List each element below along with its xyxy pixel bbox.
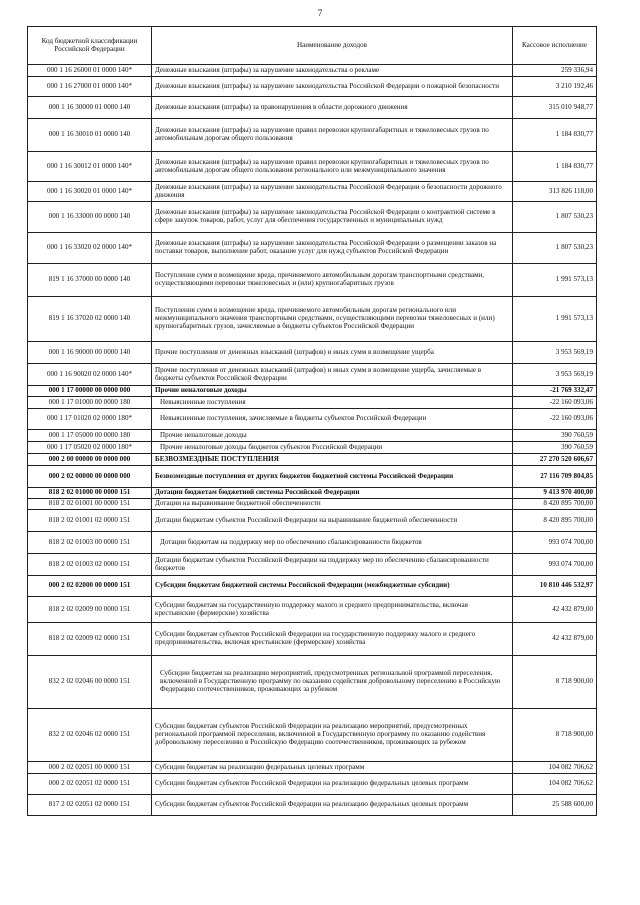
table-row [28, 762, 597, 774]
row-amount: 3 953 569,19 [513, 342, 597, 364]
row-name: Безвозмездные поступления от других бюджетов бюджетной системы Российской Федерации [152, 466, 513, 488]
row-code: 000 1 17 05000 00 0000 180 [28, 430, 152, 442]
row-amount: 42 432 879,00 [513, 623, 597, 656]
row-name: БЕЗВОЗМЕЗДНЫЕ ПОСТУПЛЕНИЯ [152, 454, 513, 466]
row-code: 000 1 17 05020 02 0000 180* [28, 442, 152, 454]
row-amount: 1 991 573,13 [513, 297, 597, 342]
table-row [28, 442, 597, 454]
row-name: Денежные взыскания (штрафы) за нарушение законодательства Российской Федерации о контрактной системе в сфере закупок товаров, работ, услуг для обеспечения государственных и муниципальных нужд [152, 202, 513, 233]
row-code: 817 2 02 02051 02 0000 151 [28, 795, 152, 816]
row-code: 832 2 02 02046 00 0000 151 [28, 656, 152, 709]
row-code: 818 2 02 02009 02 0000 151 [28, 623, 152, 656]
table-row [28, 488, 597, 499]
table-row [28, 409, 597, 430]
row-name: Прочие поступления от денежных взысканий (штрафов) и иных сумм в возмещение ущерба [152, 342, 513, 364]
row-amount: 390 760,59 [513, 442, 597, 454]
row-code: 832 2 02 02046 02 0000 151 [28, 709, 152, 762]
row-code: 000 2 02 02051 02 0000 151 [28, 774, 152, 795]
row-amount: 1 807 530,23 [513, 202, 597, 233]
table-row [28, 430, 597, 442]
table-row [28, 709, 597, 762]
row-amount: 25 588 600,00 [513, 795, 597, 816]
row-amount: 993 074 700,00 [513, 554, 597, 576]
row-amount: 315 010 948,77 [513, 97, 597, 119]
row-amount: -21 769 332,47 [513, 386, 597, 397]
row-name: Невыясненные поступления, зачисляемые в бюджеты субъектов Российской Федерации [152, 409, 513, 430]
row-code: 819 1 16 37020 02 0000 140 [28, 297, 152, 342]
revenue-table [27, 26, 597, 816]
row-name: Прочие неналоговые доходы [152, 430, 513, 442]
row-amount: 8 718 900,00 [513, 656, 597, 709]
row-amount: 27 270 520 606,67 [513, 454, 597, 466]
row-name: Денежные взыскания (штрафы) за нарушение правил перевозки крупногабаритных и тяжеловесных грузов по автомобильным дорогам общего пользования [152, 119, 513, 152]
row-name: Субсидии бюджетам на реализацию мероприятий, предусмотренных региональной программой переселения, включенной в Государственную программу по оказанию содействия добровольному переселению в Российскую Федерацию соотечественников, проживающих за рубежом [152, 656, 513, 709]
table-row [28, 554, 597, 576]
row-code: 818 2 02 01003 00 0000 151 [28, 532, 152, 554]
table-row [28, 297, 597, 342]
header-name: Наименование доходов [152, 27, 513, 65]
row-amount: 42 432 879,00 [513, 597, 597, 623]
row-code: 000 1 16 33000 00 0000 140 [28, 202, 152, 233]
row-amount: 3 210 192,46 [513, 77, 597, 97]
table-row [28, 182, 597, 202]
row-name: Дотации на выравнивание бюджетной обеспеченности [152, 499, 513, 510]
row-code: 000 1 16 33020 02 0000 140* [28, 233, 152, 264]
row-name: Субсидии бюджетам на реализацию федеральных целевых программ [152, 762, 513, 774]
row-code: 818 2 02 02009 00 0000 151 [28, 597, 152, 623]
table-row [28, 77, 597, 97]
row-name: Дотации бюджетам субъектов Российской Федерации на поддержку мер по обеспечению сбалансированности бюджетов [152, 554, 513, 576]
row-code: 818 2 02 01003 02 0000 151 [28, 554, 152, 576]
row-name: Прочие неналоговые доходы бюджетов субъектов Российской Федерации [152, 442, 513, 454]
row-code: 818 2 02 01001 00 0000 151 [28, 499, 152, 510]
row-name: Субсидии бюджетам бюджетной системы Российской Федерации (межбюджетные субсидии) [152, 576, 513, 597]
row-code: 000 1 16 30000 01 0000 140 [28, 97, 152, 119]
row-name: Дотации бюджетам на поддержку мер по обеспечению сбалансированности бюджетов [152, 532, 513, 554]
row-amount: -22 160 093,06 [513, 409, 597, 430]
row-amount: 1 991 573,13 [513, 264, 597, 297]
row-name: Денежные взыскания (штрафы) за правонарушения в области дорожного движения [152, 97, 513, 119]
row-amount: 8 420 895 700,00 [513, 499, 597, 510]
row-name: Субсидии бюджетам субъектов Российской Федерации на реализацию федеральных целевых программ [152, 774, 513, 795]
row-amount: -22 160 093,06 [513, 397, 597, 409]
row-amount: 104 082 706,62 [513, 762, 597, 774]
row-name: Субсидии бюджетам субъектов Российской Федерации на государственную поддержку малого и среднего предпринимательства, включая крестьянские (фермерские) хозяйства [152, 623, 513, 656]
row-code: 000 1 16 90000 00 0000 140 [28, 342, 152, 364]
row-name: Денежные взыскания (штрафы) за нарушение законодательства Российской Федерации о размещении заказов на поставки товаров, выполнение работ, оказание услуг для нужд субъектов Российской Федерации [152, 233, 513, 264]
row-name: Денежные взыскания (штрафы) за нарушение законодательства Российской Федерации о пожарной безопасности [152, 77, 513, 97]
row-name: Субсидии бюджетам субъектов Российской Федерации на реализацию мероприятий, предусмотренных региональной программой переселения, включенной в Государственную программу по оказанию содействия добровольному переселению в Российскую Федерацию соотечественников, проживающих за рубежом [152, 709, 513, 762]
row-name: Дотации бюджетам субъектов Российской Федерации на выравнивание бюджетной обеспеченности [152, 510, 513, 532]
row-amount: 1 184 830,77 [513, 152, 597, 182]
row-code: 000 1 16 30012 01 0000 140* [28, 152, 152, 182]
row-amount: 9 413 970 400,00 [513, 488, 597, 499]
row-amount: 259 336,94 [513, 65, 597, 77]
row-amount: 10 810 446 532,97 [513, 576, 597, 597]
row-name: Субсидии бюджетам на государственную поддержку малого и среднего предпринимательства, включая крестьянские (фермерские) хозяйства [152, 597, 513, 623]
row-code: 000 2 02 00000 00 0000 000 [28, 466, 152, 488]
row-amount: 27 116 709 804,85 [513, 466, 597, 488]
row-code: 000 2 00 00000 00 0000 000 [28, 454, 152, 466]
header-amount: Кассовое исполнение [513, 27, 597, 65]
table-row [28, 264, 597, 297]
row-name: Денежные взыскания (штрафы) за нарушение законодательства о рекламе [152, 65, 513, 77]
table-row [28, 152, 597, 182]
row-name: Поступления сумм в возмещение вреда, причиняемого автомобильным дорогам транспортными средствами, осуществляющими перевозки тяжеловесных и (или) крупногабаритных грузов [152, 264, 513, 297]
table-row [28, 202, 597, 233]
row-name: Денежные взыскания (штрафы) за нарушение законодательства Российской Федерации о безопасности дорожного движения [152, 182, 513, 202]
row-amount: 1 807 530,23 [513, 233, 597, 264]
table-row [28, 466, 597, 488]
table-row [28, 342, 597, 364]
row-code: 000 1 16 27000 01 0000 140* [28, 77, 152, 97]
row-amount: 104 082 706,62 [513, 774, 597, 795]
table-row [28, 364, 597, 386]
header-code: Код бюджетной классификации Российской Федерации [28, 27, 152, 65]
table-body [28, 65, 597, 816]
table-row [28, 454, 597, 466]
row-code: 818 2 02 01001 02 0000 151 [28, 510, 152, 532]
row-amount: 993 074 700,00 [513, 532, 597, 554]
table-row [28, 233, 597, 264]
table-row [28, 65, 597, 77]
row-name: Прочие поступления от денежных взысканий (штрафов) и иных сумм в возмещение ущерба, зачисляемые в бюджеты субъектов Российской Федерации [152, 364, 513, 386]
table-row [28, 499, 597, 510]
row-name: Дотации бюджетам бюджетной системы Российской Федерации [152, 488, 513, 499]
row-code: 000 2 02 02051 00 0000 151 [28, 762, 152, 774]
table-row [28, 119, 597, 152]
table-row [28, 774, 597, 795]
page-number: 7 [317, 8, 323, 18]
table-row [28, 795, 597, 816]
row-name: Субсидии бюджетам субъектов Российской Федерации на реализацию федеральных целевых программ [152, 795, 513, 816]
row-code: 000 1 16 26000 01 0000 140* [28, 65, 152, 77]
row-amount: 3 953 569,19 [513, 364, 597, 386]
table-row [28, 656, 597, 709]
row-name: Невыясненные поступления [152, 397, 513, 409]
row-code: 000 2 02 02000 00 0000 151 [28, 576, 152, 597]
table-row [28, 576, 597, 597]
table-row [28, 623, 597, 656]
row-code: 000 1 17 00000 00 0000 000 [28, 386, 152, 397]
row-name: Денежные взыскания (штрафы) за нарушение правил перевозки крупногабаритных и тяжеловесных грузов по автомобильным дорогам общего пользования регионального или межмуниципального значения [152, 152, 513, 182]
row-name: Поступления сумм в возмещение вреда, причиняемого автомобильным дорогам регионального или межмуниципального значения транспортными средствами, осуществляющими перевозки тяжеловесных и (или) крупногабаритных грузов, зачисляемые в бюджеты субъектов Российской Федерации [152, 297, 513, 342]
table-row [28, 597, 597, 623]
row-amount: 313 826 118,00 [513, 182, 597, 202]
table-row [28, 532, 597, 554]
row-code: 000 1 17 01020 02 0000 180* [28, 409, 152, 430]
row-amount: 8 420 895 700,00 [513, 510, 597, 532]
table-row [28, 97, 597, 119]
row-amount: 8 718 900,00 [513, 709, 597, 762]
row-code: 000 1 17 01000 00 0000 180 [28, 397, 152, 409]
table-row [28, 397, 597, 409]
row-code: 000 1 16 30020 01 0000 140* [28, 182, 152, 202]
row-code: 000 1 16 30010 01 0000 140 [28, 119, 152, 152]
row-code: 000 1 16 90020 02 0000 140* [28, 364, 152, 386]
row-code: 819 1 16 37000 00 0000 140 [28, 264, 152, 297]
table-row [28, 386, 597, 397]
row-code: 818 2 02 01000 00 0000 151 [28, 488, 152, 499]
table-row [28, 510, 597, 532]
row-amount: 390 760,59 [513, 430, 597, 442]
row-name: Прочие неналоговые доходы [152, 386, 513, 397]
row-amount: 1 184 830,77 [513, 119, 597, 152]
table-header-row [28, 27, 597, 65]
